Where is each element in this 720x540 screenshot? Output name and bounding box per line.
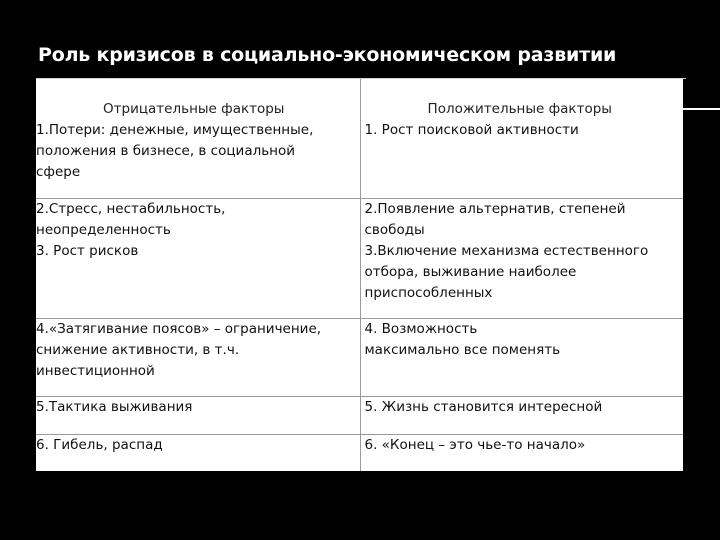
positive-factor-text: 6. «Конец – это чье-то начало» xyxy=(364,436,586,453)
table-cell-positive xyxy=(360,434,683,471)
table-cell-positive xyxy=(360,79,683,198)
decorative-line xyxy=(683,108,720,110)
table-cell-negative xyxy=(36,318,360,396)
positive-factor-text: 1. Рост поисковой активности xyxy=(364,122,579,138)
table-cell-negative xyxy=(36,396,360,434)
positive-factor-text: 5. Жизнь становится интересной xyxy=(364,398,603,415)
header-positive-factors: Положительные факторы xyxy=(427,101,612,117)
table-row xyxy=(36,396,683,434)
factors-table xyxy=(36,79,683,471)
table-row xyxy=(36,198,683,318)
table-cell-negative xyxy=(36,434,360,471)
positive-factor-text: 2.Появление альтернатив, степеней свободы 3.Включение механизма естественного отбора, выживание наиболее приспособленных xyxy=(364,200,649,301)
table-row xyxy=(36,434,683,471)
table-cell-negative xyxy=(36,198,360,318)
table-cell-positive xyxy=(360,318,683,396)
negative-factor-text: 2.Стресс, нестабильность, неопределенность 3. Рост рисков xyxy=(36,200,226,259)
table-cell-positive xyxy=(360,396,683,434)
positive-factor-text: 4. Возможность максимально все поменять xyxy=(364,320,561,358)
table-cell-negative xyxy=(36,79,360,198)
negative-factor-text: 5.Тактика выживания xyxy=(36,398,193,415)
table-row xyxy=(36,79,683,198)
negative-factor-text: 1.Потери: денежные, имущественные, положения в бизнесе, в социальной сфере xyxy=(36,122,314,180)
negative-factor-text: 4.«Затягивание поясов» – ограничение, снижение активности, в т.ч. инвестиционной xyxy=(36,320,322,379)
table-row xyxy=(36,318,683,396)
slide-title: Роль кризисов в социально-экономическом развитии xyxy=(38,44,617,66)
table-cell-positive xyxy=(360,198,683,318)
negative-factor-text: 6. Гибель, распад xyxy=(36,436,163,453)
header-negative-factors: Отрицательные факторы xyxy=(103,101,285,117)
factors-table-container xyxy=(36,79,683,471)
